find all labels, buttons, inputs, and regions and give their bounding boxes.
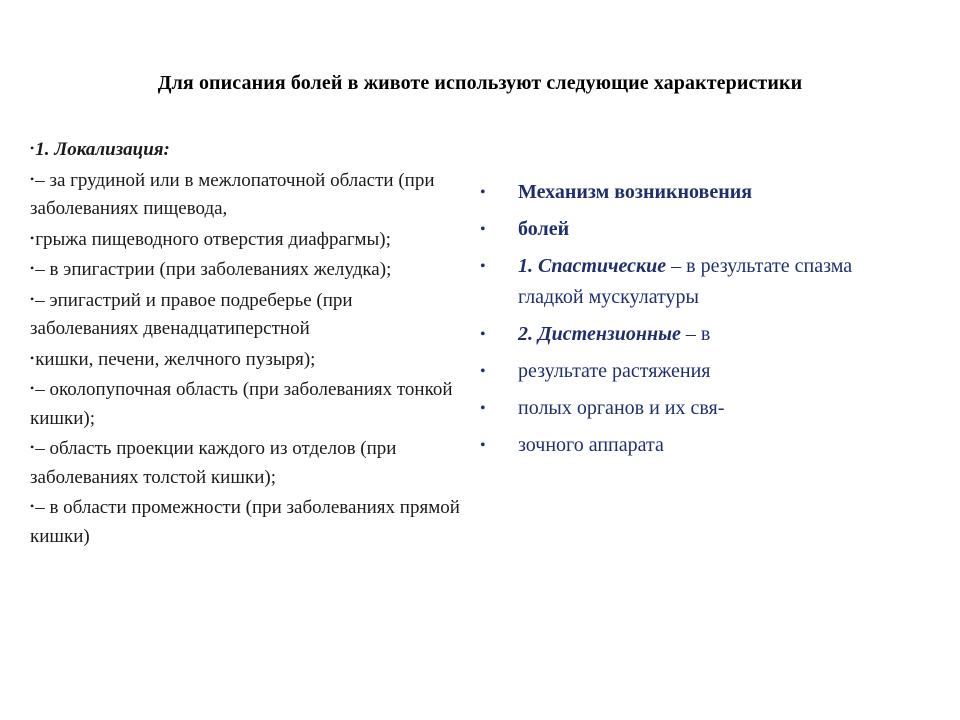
list-item	[30, 344, 460, 375]
bullet-icon: •	[480, 221, 486, 238]
list-item-text: – эпигастрий и правое подреберье (при заболеваниях двенадцатиперстной	[30, 289, 353, 339]
list-item	[30, 492, 460, 551]
bullet-icon: •	[480, 258, 486, 275]
list-item	[480, 214, 920, 245]
bullet-icon: •	[30, 499, 35, 513]
bullet-icon: •	[30, 291, 35, 306]
localization-heading-item	[30, 134, 460, 165]
list-item	[30, 433, 460, 492]
bullet-icon: •	[30, 261, 35, 275]
spastic-label: 1. Спастические	[518, 255, 667, 277]
bullet-icon: •	[30, 230, 35, 245]
list-item	[30, 254, 460, 285]
list-item-text: – область проекции каждого из отделов (при заболеваниях толстой кишки);	[30, 438, 397, 488]
list-item	[30, 224, 460, 255]
list-item	[480, 393, 920, 424]
list-item-text: зочного аппарата	[518, 434, 664, 456]
localization-heading: 1. Локализация:	[35, 139, 170, 160]
bullet-icon: •	[480, 184, 486, 201]
list-item-text: кишки, печени, желчного пузыря);	[35, 348, 316, 370]
list-item-text: результате растяжения	[518, 360, 711, 382]
list-item	[480, 356, 920, 387]
mechanism-list	[480, 177, 920, 467]
list-item	[30, 285, 460, 344]
bullet-icon: •	[30, 440, 35, 454]
list-item-text: – за грудиной или в межлопаточной области (при заболеваниях пищевода,	[30, 169, 435, 219]
list-item	[30, 374, 460, 433]
localization-list	[30, 134, 460, 551]
bullet-icon: •	[480, 363, 486, 380]
list-item	[30, 165, 460, 224]
list-item-text: грыжа пищеводного отверстия диафрагмы);	[35, 228, 391, 250]
list-item-text: – в области промежности (при заболеваниях прямой кишки)	[30, 497, 460, 547]
distension-text: – в	[680, 323, 711, 345]
bullet-icon: •	[480, 400, 486, 417]
spastic-text: – в результате спазма гладкой мускулатуры	[518, 255, 853, 308]
pain-label: болей	[518, 218, 570, 240]
bullet-icon: •	[480, 437, 486, 454]
slide-title: Для описания болей в животе используют следующие характеристики	[157, 72, 803, 94]
list-item-text: полых органов и их свя-	[518, 397, 725, 419]
bullet-icon: •	[30, 350, 35, 365]
bullet-icon: •	[30, 381, 35, 395]
mechanism-label: Механизм возникновения	[518, 181, 753, 203]
list-item-text: – околопупочная область (при заболеваниях тонкой кишки);	[30, 379, 453, 429]
bullet-icon: •	[480, 326, 486, 343]
list-item	[480, 430, 920, 461]
distension-label: 2. Дистензионные	[518, 323, 681, 345]
list-item-text: – в эпигастрии (при заболеваниях желудка);	[35, 259, 392, 280]
list-item	[480, 251, 920, 313]
bullet-icon: •	[30, 171, 35, 186]
list-item	[480, 319, 920, 350]
list-item	[480, 177, 920, 208]
bullet-icon: •	[30, 141, 35, 155]
